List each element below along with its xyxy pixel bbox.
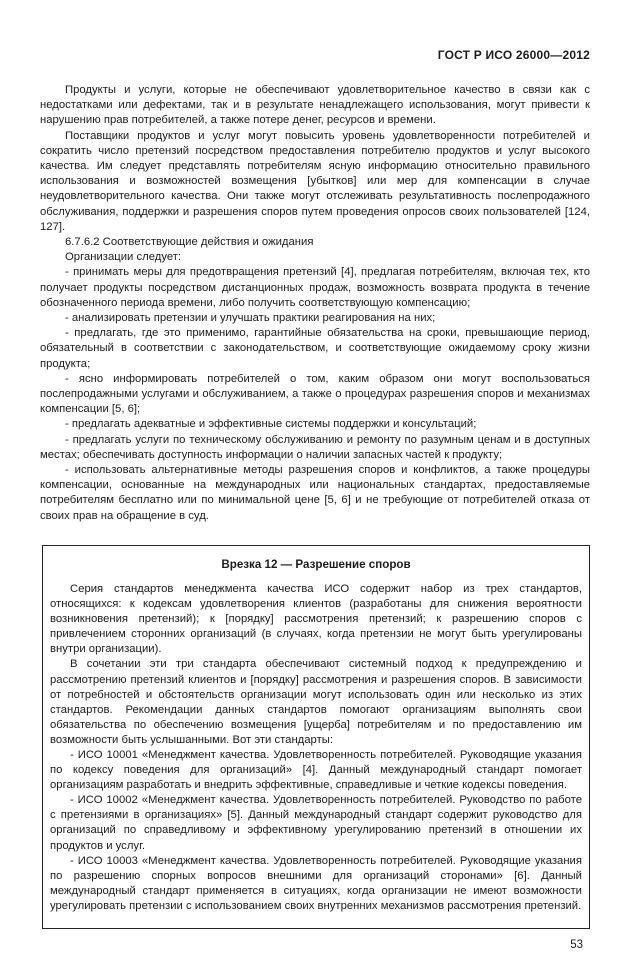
page-header (40, 48, 590, 62)
inset-box-title: Врезка 12 — Разрешение споров (221, 557, 411, 571)
paragraph: Продукты и услуги, которые не обеспечивают удовлетворительное качество в связи как с недостатками или дефектами, так и в результате ненадлежащего использования, могут привести к нарушению прав потребителей, а также потере денег, ресурсов и времени. (40, 84, 590, 127)
document-page (0, 48, 630, 961)
body-text (40, 83, 590, 524)
lead-in-text: Организации следует: (65, 251, 182, 264)
inset-box (42, 545, 590, 929)
list-item: - ясно информировать потребителей о том, каким образом они могут воспользоваться послепродажными услугами и обслуживанием, а также о процедурах разрешения споров и механизмах компенсации [5, 6]; (40, 372, 590, 416)
list-item: - предлагать адекватные и эффективные системы поддержки и консультаций; (65, 418, 477, 431)
page-number: 53 (570, 939, 583, 952)
list-item: - анализировать претензии и улучшать практики реагирования на них; (65, 312, 436, 325)
list-item: - принимать меры для предотвращения претензий [4], предлагая потребителям, включая тех, кто получает продукты посредством дистанционных продаж, возможность возврата продукта в течение обозначенного периода времени, либо получить соответствующую компенсацию; (40, 266, 590, 309)
paragraph: Серия стандартов менеджмента качества ИСО содержит набор из трех стандартов, относящихся: к кодексам удовлетворения клиентов (разработаны для снижения вероятности возникновения претензий); к [порядку] рассмотрения претензий; к разрешению споров с привлечением сторонних организаций (в случаях, когда претензии не могут быть урегулированы внутри организации). (50, 582, 582, 656)
standard-item: - ИСО 10002 «Менеджмент качества. Удовлетворенность потребителей. Руководство по работе с претензиями в организациях» [5]. Данный международный стандарт содержит руководство для организаций по справедливому и эффективному урегулированию претензий в отношении их продуктов и услуг. (50, 794, 582, 852)
list-item: - предлагать, где это применимо, гарантийные обязательства на сроки, превышающие период, обязательный в соответствии с законодательством, и соответствующие ожидаемому сроку жизни продукта; (40, 327, 590, 370)
standard-item: - ИСО 10003 «Менеджмент качества. Удовлетворенность потребителей. Руководящие указания по разрешению спорных вопросов внешними для организаций сторонами» [6]. Данный международный стандарт применяется в ситуациях, когда организации не имеют возможности урегулировать претензии с использованием своих внутренних механизмов рассмотрения претензий. (50, 854, 582, 912)
paragraph: В сочетании эти три стандарта обеспечивают системный подход к предупреждению и рассмотрению претензий клиентов и [порядку] рассмотрения и разрешения споров. В зависимости от потребностей и обстоятельств организации могут использовать один или несколько из этих стандартов. Рекомендации данных стандартов помогают организациям выполнять свои обязательства по обеспечению возмещения [ущерба] потребителям и по предоставлению им возможности быть услышанными. Вот эти стандарты: (50, 658, 582, 746)
list-item: - предлагать услуги по техническому обслуживанию и ремонту по разумным ценам и в доступных местах; обеспечивать доступность информации о наличии запасных частей к продукту; (40, 433, 590, 461)
paragraph: Поставщики продуктов и услуг могут повысить уровень удовлетворенности потребителей и сократить число претензий посредством предоставления потребителю продуктов и услуг высокого качества. Им следует представлять потребителям ясную информацию относительно правильного использования и возможностей возмещения [убытков] или мер для компенсации в случае неудовлетворительного качества. Они также могут отслеживать результативность послепродажного обслуживания, поддержки и разрешения споров путем проведения опросов своих пользователей [124, 127]. (40, 129, 590, 233)
standard-item: - ИСО 10001 «Менеджмент качества. Удовлетворенность потребителей. Руководящие указания по кодексу поведения для организаций» [4]. Данный международный стандарт помогает организациям разработать и внедрить эффективные, справедливые и четкие кодексы поведения. (50, 749, 582, 792)
section-heading: 6.7.6.2 Соответствующие действия и ожидания (65, 236, 314, 249)
list-item: - использовать альтернативные методы разрешения споров и конфликтов, а также процедуры компенсации, основанные на международных или национальных стандартах, предоставляемые потребителям бесплатно или по минимальной цене [5, 6] и не требующие от потребителей отказа от своих прав на обращение в суд. (40, 464, 590, 522)
standard-number: ГОСТ Р ИСО 26000—2012 (437, 48, 590, 62)
